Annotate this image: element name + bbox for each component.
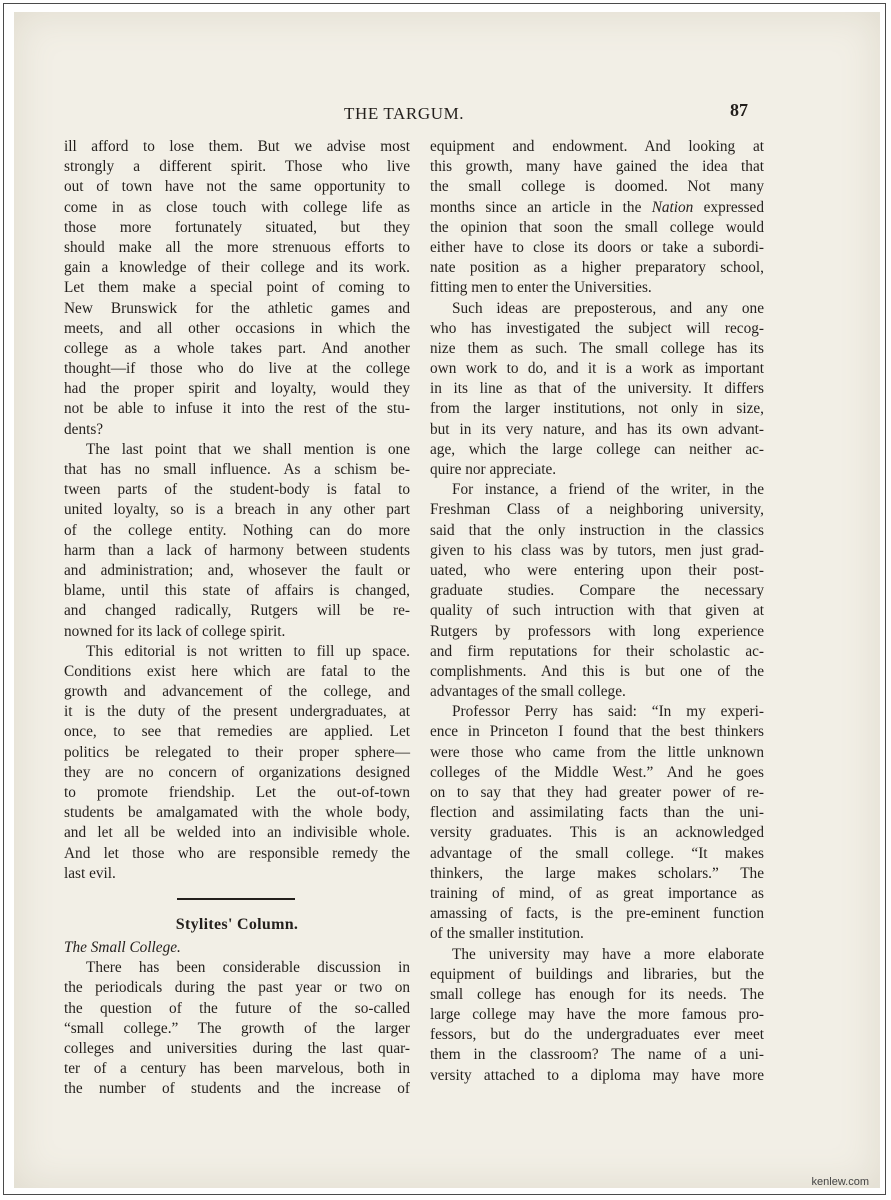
text-line: thinkers, the large makes scholars.” The bbox=[430, 864, 764, 882]
text-line: Professor Perry has said: “In my experi- bbox=[452, 703, 764, 721]
watermark: kenlew.com bbox=[811, 1176, 869, 1188]
text-line: nate position as a higher preparatory school, bbox=[430, 259, 764, 277]
text-line: and changed radically, Rutgers will be re- bbox=[64, 602, 410, 620]
text-line: who has investigated the subject will recog- bbox=[430, 319, 764, 337]
text-line: the periodicals during the past year or two on bbox=[64, 979, 410, 997]
text-line: uated, who were entering upon their post- bbox=[430, 561, 764, 579]
article-title: The Small College. bbox=[64, 938, 181, 956]
paragraph bbox=[64, 440, 410, 642]
text-line: either have to close its doors or take a subordi- bbox=[430, 238, 764, 256]
text-line: advantage of the small college. “It makes bbox=[430, 844, 764, 862]
text-line: and firm reputations for their scholastic ac- bbox=[430, 642, 764, 660]
text-line: last evil. bbox=[64, 864, 116, 882]
text-line: This editorial is not written to fill up space. bbox=[86, 642, 410, 660]
divider-rule bbox=[177, 898, 295, 900]
scanned-page bbox=[14, 12, 880, 1188]
paragraph bbox=[64, 137, 410, 440]
paragraph bbox=[430, 299, 764, 481]
text-line: large college may have the more famous pro- bbox=[430, 1006, 764, 1024]
left-column bbox=[64, 137, 410, 1099]
text-line: should make all the more strenuous efforts to bbox=[64, 238, 410, 256]
text-line: in its line as that of the university. It differs bbox=[430, 380, 764, 398]
text-line: advantages of the small college. bbox=[430, 683, 626, 701]
text-line: out of town have not the same opportunity to bbox=[64, 178, 410, 196]
text-line: but in its very nature, and has its own advant- bbox=[430, 420, 764, 438]
text-line: quality of such intruction with that given at bbox=[430, 602, 764, 620]
text-line: amassing of facts, is the pre-eminent function bbox=[430, 905, 764, 923]
text-line: them in the classroom? The name of a uni- bbox=[430, 1046, 764, 1064]
text-line: not be able to infuse it into the rest of the stu- bbox=[64, 400, 410, 418]
text-line: from the larger institutions, not only in size, bbox=[430, 400, 764, 418]
journal-title: THE TARGUM. bbox=[344, 104, 465, 123]
text-line: politics be relegated to their proper sphere— bbox=[64, 743, 410, 761]
text-line: college as a whole takes part. And another bbox=[64, 339, 410, 357]
text-line: versity attached to a diploma may have more bbox=[430, 1066, 764, 1084]
text-line: small college has enough for its needs. The bbox=[430, 985, 764, 1003]
text-line: harm than a lack of harmony between students bbox=[64, 541, 410, 559]
text-line: There has been considerable discussion in bbox=[86, 959, 410, 977]
text-line: and administration; and, whosever the fault or bbox=[64, 561, 410, 579]
text-line: flection and assimilating facts than the uni- bbox=[430, 804, 764, 822]
text-line: nowned for its lack of college spirit. bbox=[64, 622, 286, 640]
text-line: quire nor appreciate. bbox=[430, 461, 557, 478]
text-line bbox=[430, 198, 764, 218]
text-line: ter of a century has been marvelous, both in bbox=[64, 1060, 410, 1078]
text-line: New Brunswick for the athletic games and bbox=[64, 299, 410, 317]
text-line: united loyalty, so is a breach in any other part bbox=[64, 501, 410, 519]
text-line: to promote friendship. Let the out-of-town bbox=[64, 784, 410, 801]
periodical-name: Nation bbox=[651, 198, 694, 216]
text-line: the question of the future of the so-called bbox=[64, 999, 410, 1017]
text-line: For instance, a friend of the writer, in the bbox=[452, 481, 764, 499]
text-line: ence in Princeton I found that the best thinkers bbox=[430, 723, 764, 741]
text-line: once, to see that remedies are applied. Let bbox=[64, 723, 410, 741]
text-line: come in as close touch with college life as bbox=[64, 198, 410, 216]
text-line: The university may have a more elaborate bbox=[452, 945, 764, 963]
text-line: strongly a different spirit. Those who live bbox=[64, 158, 410, 176]
text-line: The last point that we shall mention is one bbox=[86, 440, 410, 458]
text-line: Rutgers by professors with long experience bbox=[430, 622, 764, 640]
text-line: fitting men to enter the Universities. bbox=[430, 279, 652, 297]
text-line: had the proper spirit and loyalty, would they bbox=[64, 380, 410, 398]
text-line: Conditions exist here which are fatal to the bbox=[64, 662, 410, 680]
text-line: Freshman Class of a neighboring university, bbox=[430, 501, 764, 519]
text-line: those more fortunately situated, but they bbox=[64, 218, 410, 236]
text-line: gain a knowledge of their college and its work. bbox=[64, 259, 410, 277]
text-line: students be amalgamated with the whole body, bbox=[64, 804, 410, 822]
text-line: the opinion that soon the small college would bbox=[430, 218, 764, 236]
text-line: and let all be welded into an indivisible whole. bbox=[64, 824, 410, 842]
text-line: were those who came from the little unknown bbox=[430, 743, 764, 761]
text-line: this growth, many have gained the idea that bbox=[430, 158, 764, 176]
text-line: equipment and endowment. And looking at bbox=[430, 138, 764, 155]
text-line: age, which the large college can neither ac- bbox=[430, 440, 764, 458]
page-number: 87 bbox=[730, 100, 748, 120]
paragraph bbox=[430, 945, 764, 1086]
text-line: own work to do, and it is a work as important bbox=[430, 360, 764, 378]
right-column bbox=[430, 137, 764, 1086]
text-line: it is the duty of the present undergraduates, at bbox=[64, 703, 410, 721]
text-line: that has no small influence. As a schism be- bbox=[64, 461, 410, 478]
text-line: said that the only instruction in the classics bbox=[430, 521, 764, 539]
image-frame bbox=[3, 3, 886, 1195]
text-line: of the smaller institution. bbox=[430, 925, 584, 943]
text-line: on to say that they had greater power of re- bbox=[430, 784, 764, 801]
text-segment: expressed bbox=[693, 198, 764, 216]
section-divider bbox=[64, 884, 410, 912]
running-head bbox=[14, 100, 880, 128]
paragraph bbox=[430, 480, 764, 702]
paragraph bbox=[64, 958, 410, 1099]
text-line: “small college.” The growth of the larger bbox=[64, 1019, 410, 1037]
text-line: versity graduates. This is an acknowledged bbox=[430, 824, 764, 842]
paragraph bbox=[64, 642, 410, 884]
text-line: colleges of the Middle West.” And he goes bbox=[430, 763, 764, 781]
text-line: equipment of buildings and libraries, but the bbox=[430, 965, 764, 983]
text-line: they are no concern of organizations designed bbox=[64, 763, 410, 781]
text-line: thought—if those who do live at the college bbox=[64, 360, 410, 378]
paragraph bbox=[430, 702, 764, 944]
text-line: training of mind, of as great importance as bbox=[430, 884, 764, 902]
text-line: fessors, but do the undergraduates ever meet bbox=[430, 1026, 764, 1044]
text-line: the small college is doomed. Not many bbox=[430, 178, 764, 196]
text-segment: months since an article in the bbox=[430, 198, 652, 216]
paragraph bbox=[430, 137, 764, 299]
text-line: growth and advancement of the college, and bbox=[64, 683, 410, 701]
text-line: complishments. And this is but one of the bbox=[430, 662, 764, 680]
text-line: meets, and all other occasions in which the bbox=[64, 319, 410, 337]
text-line: blame, until this state of affairs is changed, bbox=[64, 582, 410, 600]
text-line: nize them as such. The small college has its bbox=[430, 339, 764, 357]
text-line: the number of students and the increase of bbox=[64, 1080, 410, 1098]
text-line: Such ideas are preposterous, and any one bbox=[452, 299, 764, 317]
text-line: Let them make a special point of coming to bbox=[64, 279, 410, 297]
text-line: of the college entity. Nothing can do more bbox=[64, 521, 410, 539]
text-line: tween parts of the student-body is fatal to bbox=[64, 481, 410, 499]
text-line: And let those who are responsible remedy the bbox=[64, 844, 410, 862]
section-heading: Stylites' Column. bbox=[175, 915, 299, 933]
text-line: graduate studies. Compare the necessary bbox=[430, 582, 764, 600]
text-line: given to his class was by tutors, men just grad- bbox=[430, 541, 764, 559]
text-line: ill afford to lose them. But we advise most bbox=[64, 138, 410, 155]
text-line: dents? bbox=[64, 420, 104, 438]
text-line: colleges and universities during the last quar- bbox=[64, 1039, 410, 1057]
